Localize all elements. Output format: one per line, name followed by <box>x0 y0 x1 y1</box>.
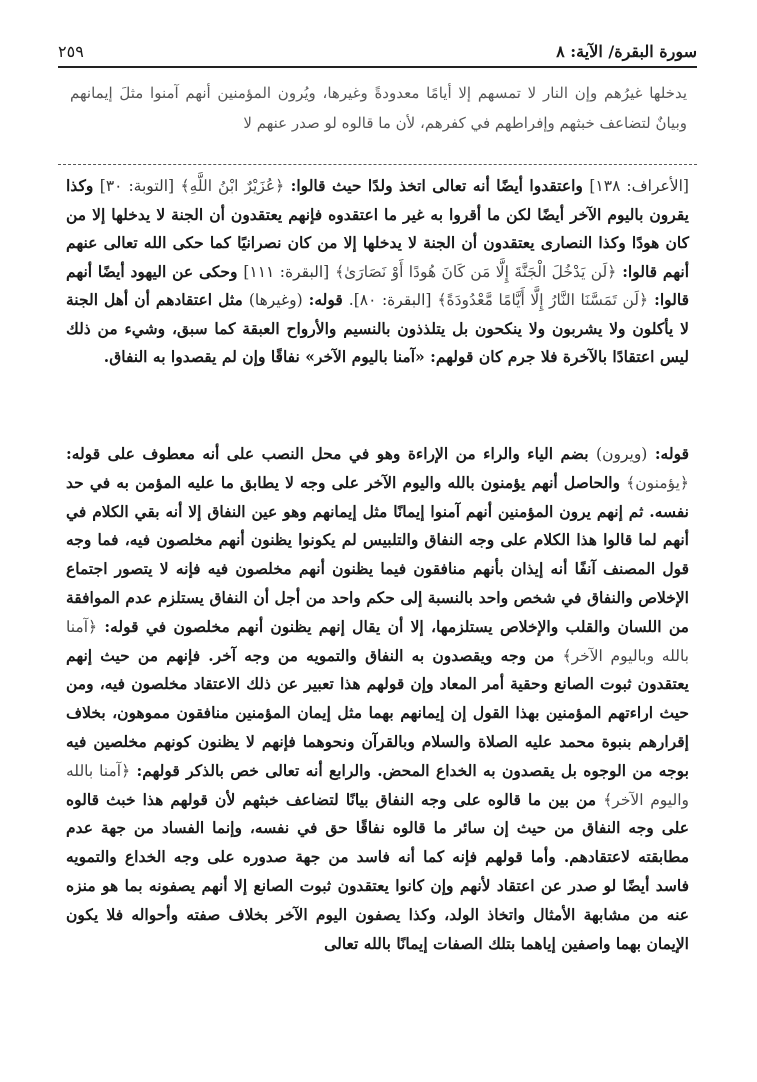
dashed-separator <box>58 164 697 165</box>
quoted-commentary-text <box>70 78 687 138</box>
verse-reference: [البقرة: ١١١] <box>243 262 330 281</box>
surah-title: سورة البقرة/ الآية: ٨ <box>556 41 697 61</box>
quran-quote: ﴿يؤمنون﴾ <box>626 473 689 492</box>
verse-reference: [الأعراف: ١٣٨] <box>589 177 689 195</box>
commentary-block-2 <box>66 440 689 958</box>
quran-quote: ﴿آمنا بالله وباليوم الآخر﴾ <box>66 617 689 665</box>
commentary-block-1 <box>66 172 689 372</box>
text-run: والحاصل أنهم يؤمنون بالله واليوم الآخر على وجه لا يطابق ما عليه المؤمن به في حد نفسه. ثم إنهم يرون المؤمنين أنهم آمنوا إيمانًا مثل إيمانهم وهو عين النفاق إلا أنه بقي الكلام في أنهم لما قالوا هذا الكلام على وجه النفاق والتلبيس لم يكونوا يظنون أنهم مخلصون فيه، فما وجه قول المصنف آنفًا أنه إيذان بأنهم منافقون فيما يظنون أنهم مخلصون فيه فإنه لا يتصور اجتماع الإخلاص والنفاق في شخص واحد بالنسبة إلى حكم واحد من أجل أن النفاق يستلزم عدم الموافقة من اللسان والقلب والإخلاص يستلزمها، إلا أن يقال إنهم يظنون أنهم مخلصون في قوله: <box>66 472 689 636</box>
keyword-qawluhu: قوله: <box>308 290 343 309</box>
lemma: (ويرون) <box>596 445 648 463</box>
page-number: ٢٥٩ <box>58 41 84 61</box>
quran-quote: ﴿عُزَيْرٌ ابْنُ اللَّهِ﴾ <box>180 177 285 195</box>
text-run: وكذا يقرون باليوم الآخر أيضًا لكن ما أقروا به غير ما اعتقدوه فإنهم يعتقدون أن الجنة لا يدخلها إلا من كان هودًا وكذا النصارى يعتقدون أن الجنة لا يدخلها إلا من كان نصرانيًا كما حكى الله تعالى عنهم أنهم قالوا: <box>66 176 689 281</box>
lemma: (وغيرها) <box>248 291 303 309</box>
quran-quote: ﴿لَن يَدْخُلَ الْجَنَّةَ إِلَّا مَن كَانَ هُودًا أَوْ نَصَارَىٰ﴾ <box>335 262 617 281</box>
quran-quote: ﴿لَن تَمَسَّنَا النَّارُ إِلَّا أَيَّامًا مَّعْدُودَةً﴾ <box>437 291 649 309</box>
text-run: من وجه ويقصدون به النفاق والتمويه من وجه آخر. فإنهم من حيث إنهم يعتقدون ثبوت الصانع وحقية أمر المعاد وإن قولهم هذا تعبير عن ذلك الاعتقاد مخلصون فيه، ومن حيث اراءتهم المؤمنين بهذا القول إن إيمانهم بهما مثل إيمان المؤمنين منافقون مموهون، بخلاف إقرارهم بنبوة محمد عليه الصلاة والسلام وبالقرآن ونحوهما فإنهم لا يظنون كونهم مخلصين فيه بوجه من الوجوه بل يقصدون به الخداع المحض. والرابع أنه تعالى خص بالذكر قولهم: <box>66 645 689 780</box>
commentary-paragraph-1 <box>66 172 689 372</box>
page-header <box>58 38 697 64</box>
verse-reference: [البقرة: ٨٠]. <box>348 291 432 309</box>
keyword-qawluhu: قوله: <box>654 444 689 463</box>
text-run: مثل اعتقادهم أن أهل الجنة لا يأكلون ولا يشربون ولا ينكحون بل يتلذذون بالنسيم والأرواح العبقة كما سبق، وشيء من ذلك ليس اعتقادًا بالآخرة فلا جرم كان قولهم: «آمنا باليوم الآخر» نفاقًا وإن لم يقصدوا به النفاق. <box>66 290 689 366</box>
text-run: من بين ما قالوه على وجه النفاق بيانًا لتضاعف خبثهم لأن قولهم هذا خبث قالوه على وجه النفاق من حيث إن سائر ما قالوه نفاقًا حق في نفسه، وإنما الفساد من جهة عدم مطابقته لاعتقادهم. وأما قولهم فإنه كما أنه فاسد من جهة صدوره على وجه الخداع والتمويه فاسد أيضًا لو صدر عن اعتقاد لأنهم وإن كانوا يعتقدون ثبوت الصانع إلا أنهم يصفونه بما هو منزه عنه من مشابهة الأمثال واتخاذ الولد، وكذا يصفون اليوم الآخر بخلاف صفته وأحواله فلا يكون الإيمان بهما واصفين إياهما بتلك الصفات إيمانًا بالله تعالى <box>66 789 689 953</box>
text-run: وحكى عن اليهود أيضًا أنهم قالوا: <box>66 261 689 309</box>
quoted-paragraph: يدخلها غيرُهم وإن النار لا تمسهم إلا أيامًا معدودةً وغيرها، ويُرون المؤمنين أنهم آمنوا مثلَ إيمانهم وبيانٌ لتضاعف خبثهم وإفراطهم في كفرهم، لأن ما قالوه لو صدر عنهم لا <box>70 84 687 132</box>
header-rule <box>58 66 697 68</box>
quran-quote: ﴿آمنا بالله واليوم الآخر﴾ <box>66 761 690 809</box>
verse-reference: [التوبة: ٣٠] <box>99 177 175 195</box>
text-run: واعتقدوا أيضًا أنه تعالى اتخذ ولدًا حيث قالوا: <box>290 176 583 195</box>
text-run: بضم الياء والراء من الإراءة وهو في محل النصب على أنه معطوف على قوله: <box>66 444 589 463</box>
commentary-paragraph-2 <box>66 440 689 958</box>
